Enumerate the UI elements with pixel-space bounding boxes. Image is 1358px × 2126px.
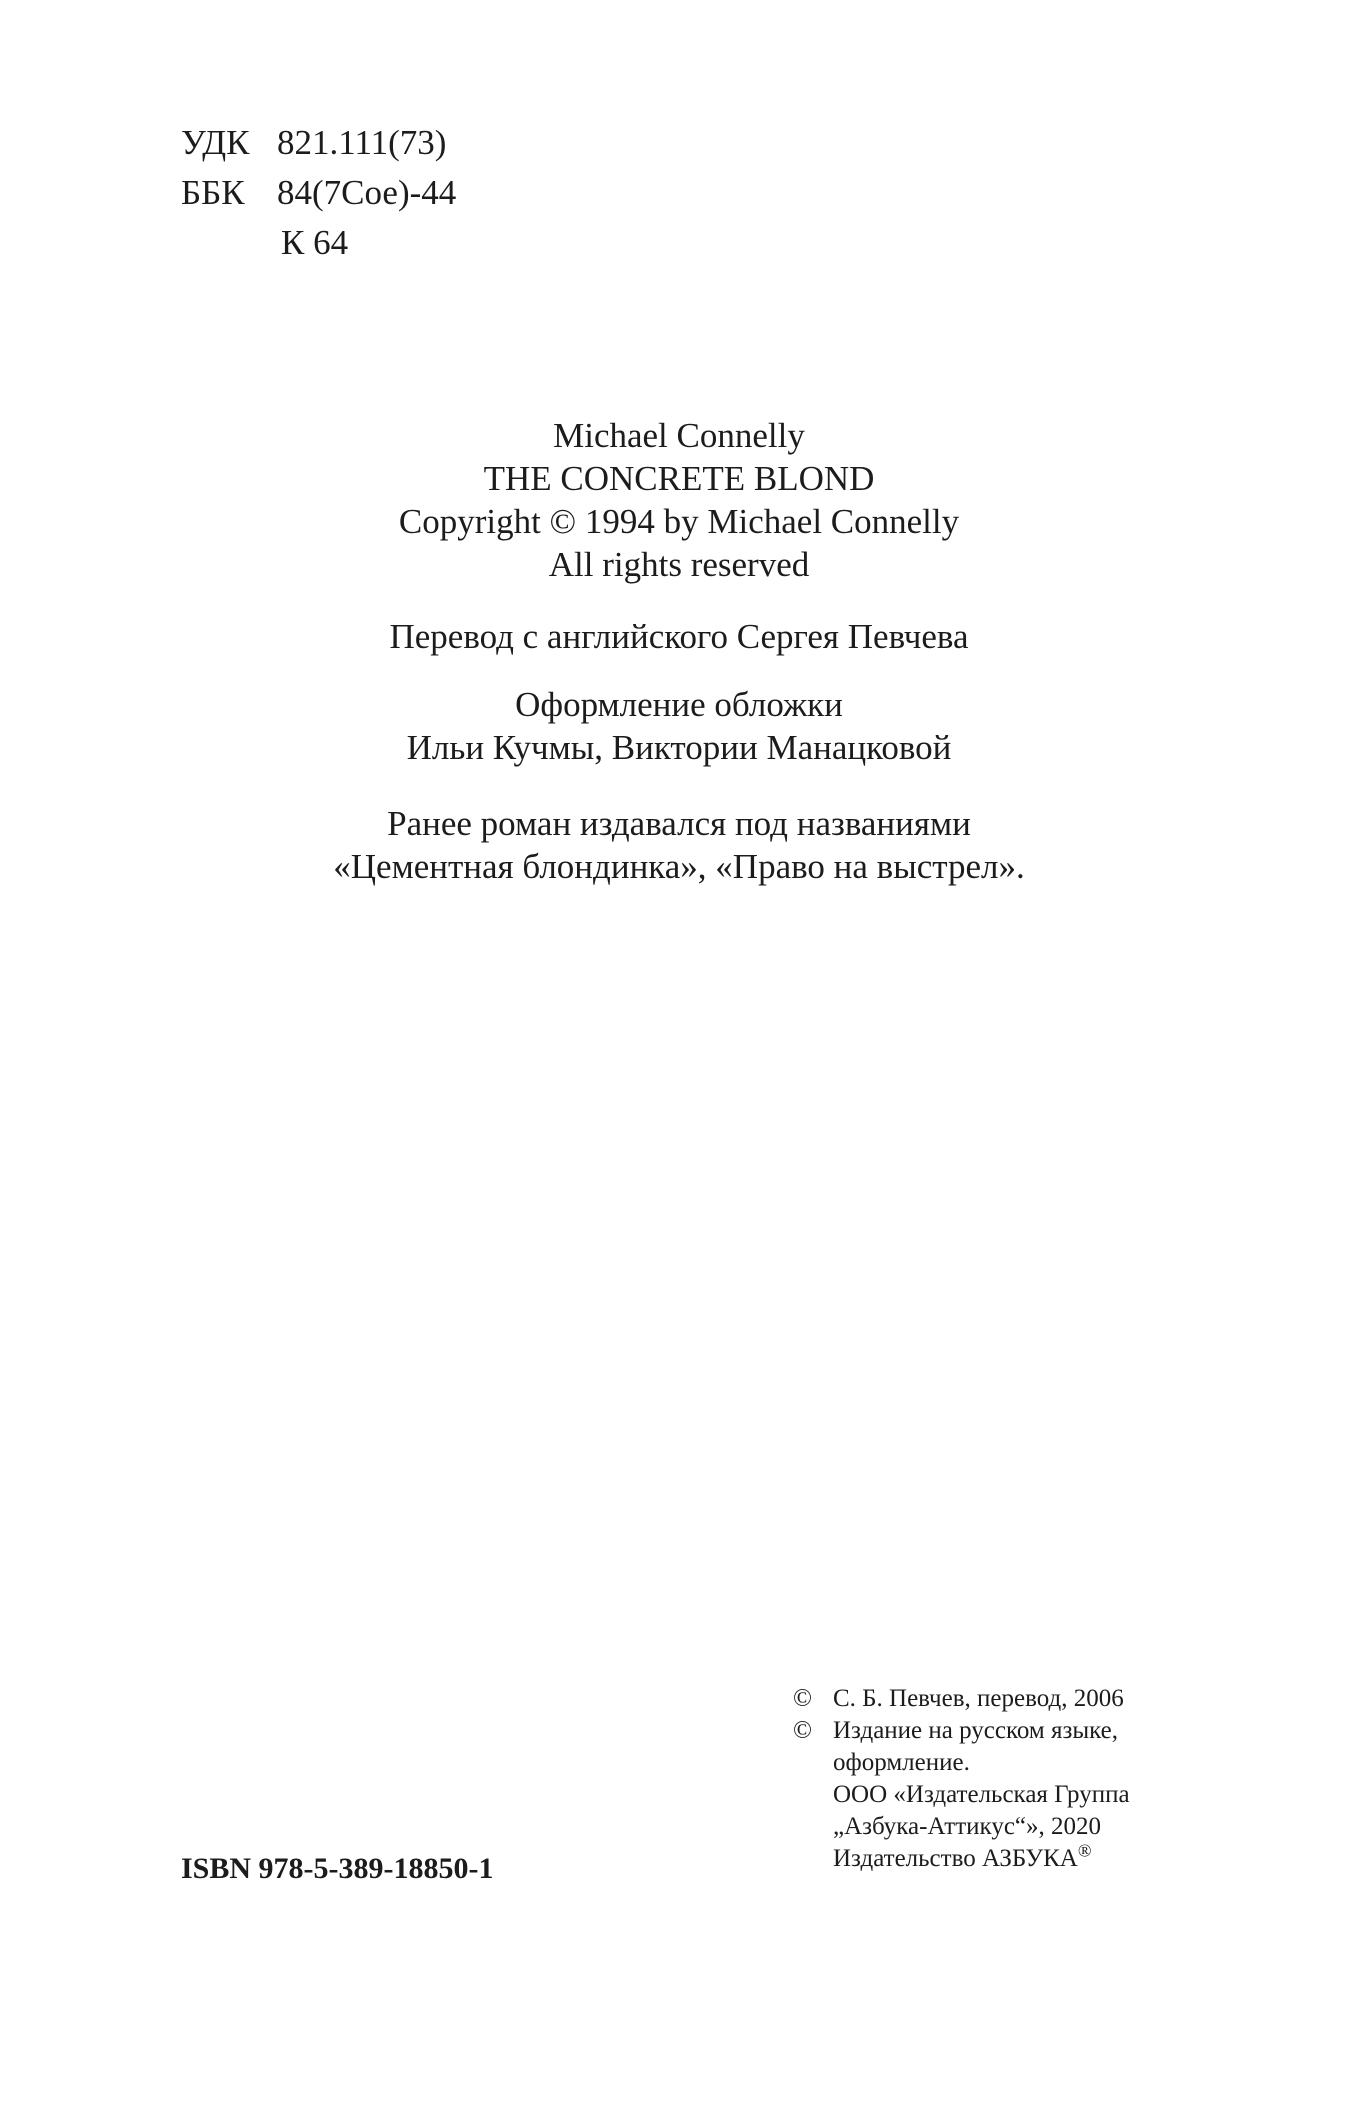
udk-label: УДК (181, 123, 250, 162)
previous-titles-note (0, 802, 1358, 888)
copyright-notes (793, 1683, 1130, 1875)
previous-titles-line2: «Цементная блондинка», «Право на выстрел». (333, 847, 1025, 886)
cover-design-line1: Оформление обложки (515, 685, 843, 724)
isbn: ISBN 978-5-389-18850-1 (181, 1852, 494, 1885)
original-author: Michael Connelly (553, 416, 805, 455)
copyright-symbol: © (793, 1717, 812, 1744)
edition-line-2: оформление. (833, 1749, 970, 1776)
original-copyright: Copyright © 1994 by Michael Connelly (398, 502, 960, 541)
edition-line-4: „Азбука-Аттикус“», 2020 (833, 1813, 1102, 1840)
edition-line-5-row (793, 1840, 1130, 1875)
translation-credit (0, 615, 1358, 658)
registered-mark: ® (1077, 1840, 1092, 1861)
udk-row (181, 118, 456, 168)
edition-copyright-row (793, 1715, 1130, 1747)
bbk-value: 84(7Сое)-44 (277, 173, 457, 212)
copyright-symbol: © (793, 1685, 812, 1712)
rights-reserved: All rights reserved (548, 545, 810, 584)
bbk-label: ББК (181, 173, 245, 212)
translator-line: Перевод с английского Сергея Певчева (389, 617, 969, 656)
author-sign: К 64 (281, 223, 349, 262)
bbk-row (181, 168, 456, 218)
original-edition-block (0, 414, 1358, 586)
edition-line-3: ООО «Издательская Группа (833, 1781, 1130, 1808)
translation-copyright-text: С. Б. Певчев, перевод, 2006 (833, 1685, 1124, 1712)
edition-line-1: Издание на русском языке, (833, 1717, 1118, 1744)
cover-design-line2: Ильи Кучмы, Виктории Манацковой (406, 728, 952, 767)
translation-copyright-row (793, 1683, 1130, 1715)
original-title: THE CONCRETE BLOND (483, 459, 875, 498)
edition-line-5: Издательство АЗБУКА (833, 1845, 1078, 1872)
previous-titles-line1: Ранее роман издавался под названиями (387, 804, 971, 843)
classification-block (181, 118, 456, 268)
cover-design-credit (0, 683, 1358, 769)
udk-value: 821.111(73) (277, 123, 447, 162)
